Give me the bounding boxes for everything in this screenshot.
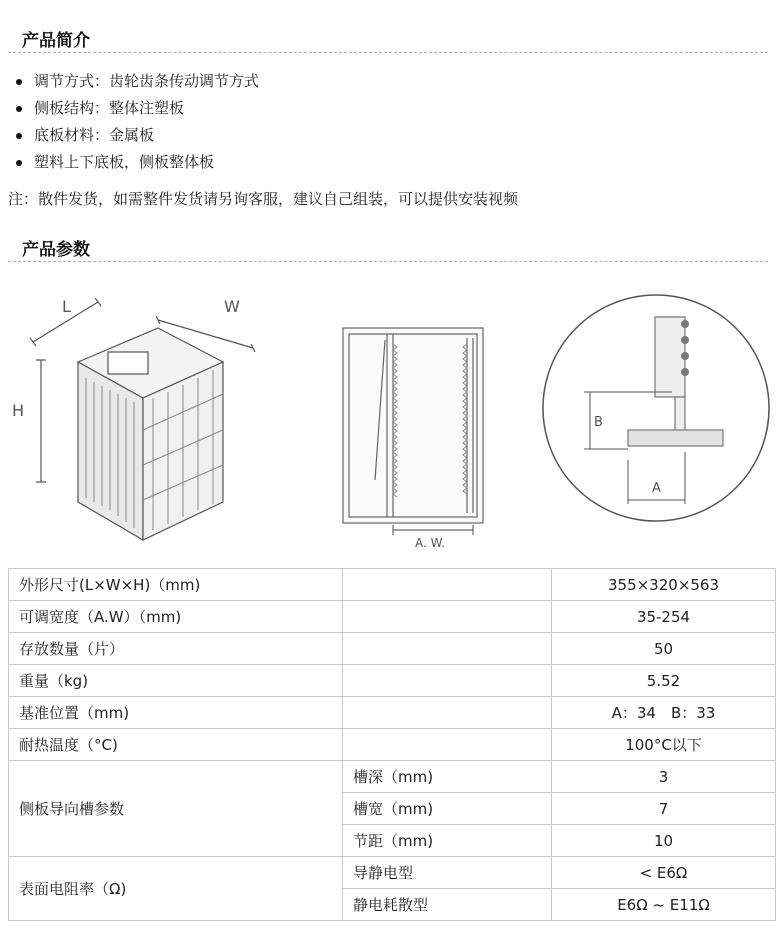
- param-label: 侧板导向槽参数: [9, 761, 343, 857]
- param-value: 50: [552, 633, 776, 665]
- param-label: 可调宽度（A.W）（mm): [9, 601, 343, 633]
- table-row: [9, 857, 776, 889]
- table-row: [9, 601, 776, 633]
- param-value: 35-254: [552, 601, 776, 633]
- table-row: [9, 697, 776, 729]
- param-value: 7: [552, 793, 776, 825]
- param-value: 5.52: [552, 665, 776, 697]
- param-value: 100°C以下: [552, 729, 776, 761]
- feature-item: 调节方式：齿轮齿条传动调节方式: [14, 68, 259, 95]
- param-empty: [343, 633, 552, 665]
- shipping-note: 注：散件发货，如需整件发货请另询客服，建议自己组装，可以提供安装视频: [8, 190, 519, 208]
- param-sublabel: 槽宽（mm): [343, 793, 552, 825]
- params-divider: [8, 261, 768, 262]
- table-row: [9, 761, 776, 793]
- param-label: 重量（kg): [9, 665, 343, 697]
- label-AW: A. W.: [415, 536, 445, 550]
- rack-isometric-diagram: [8, 290, 278, 552]
- param-empty: [343, 729, 552, 761]
- rack-topview-diagram: [335, 320, 495, 552]
- params-title: 产品参数: [22, 240, 90, 260]
- label-A: A: [652, 481, 661, 496]
- param-empty: [343, 697, 552, 729]
- reference-position-diagram: [540, 292, 775, 524]
- feature-item: 侧板结构：整体注塑板: [14, 95, 259, 122]
- param-value: < E6Ω: [552, 857, 776, 889]
- table-row: [9, 633, 776, 665]
- param-empty: [343, 665, 552, 697]
- param-value: E6Ω ~ E11Ω: [552, 889, 776, 921]
- params-table: [8, 568, 776, 921]
- param-sublabel: 静电耗散型: [343, 889, 552, 921]
- param-label: 表面电阻率（Ω): [9, 857, 343, 921]
- feature-item: 塑料上下底板，侧板整体板: [14, 149, 259, 176]
- feature-item: 底板材料：金属板: [14, 122, 259, 149]
- label-H: H: [12, 401, 25, 420]
- label-L: L: [62, 297, 71, 316]
- param-sublabel: 节距（mm): [343, 825, 552, 857]
- table-row: [9, 729, 776, 761]
- param-sublabel: 槽深（mm): [343, 761, 552, 793]
- param-empty: [343, 569, 552, 601]
- intro-divider: [8, 52, 768, 53]
- label-B: B: [594, 415, 603, 430]
- param-label: 耐热温度（°C): [9, 729, 343, 761]
- param-value: 3: [552, 761, 776, 793]
- feature-list: [14, 68, 259, 176]
- label-W: W: [224, 297, 240, 316]
- param-sublabel: 导静电型: [343, 857, 552, 889]
- param-label: 外形尺寸(L×W×H)（mm): [9, 569, 343, 601]
- table-row: [9, 569, 776, 601]
- param-label: 存放数量（片）: [9, 633, 343, 665]
- table-row: [9, 665, 776, 697]
- param-value: 355×320×563: [552, 569, 776, 601]
- intro-title: 产品简介: [22, 31, 90, 51]
- param-label: 基准位置（mm): [9, 697, 343, 729]
- param-empty: [343, 601, 552, 633]
- param-value: A：34 B：33: [552, 697, 776, 729]
- param-value: 10: [552, 825, 776, 857]
